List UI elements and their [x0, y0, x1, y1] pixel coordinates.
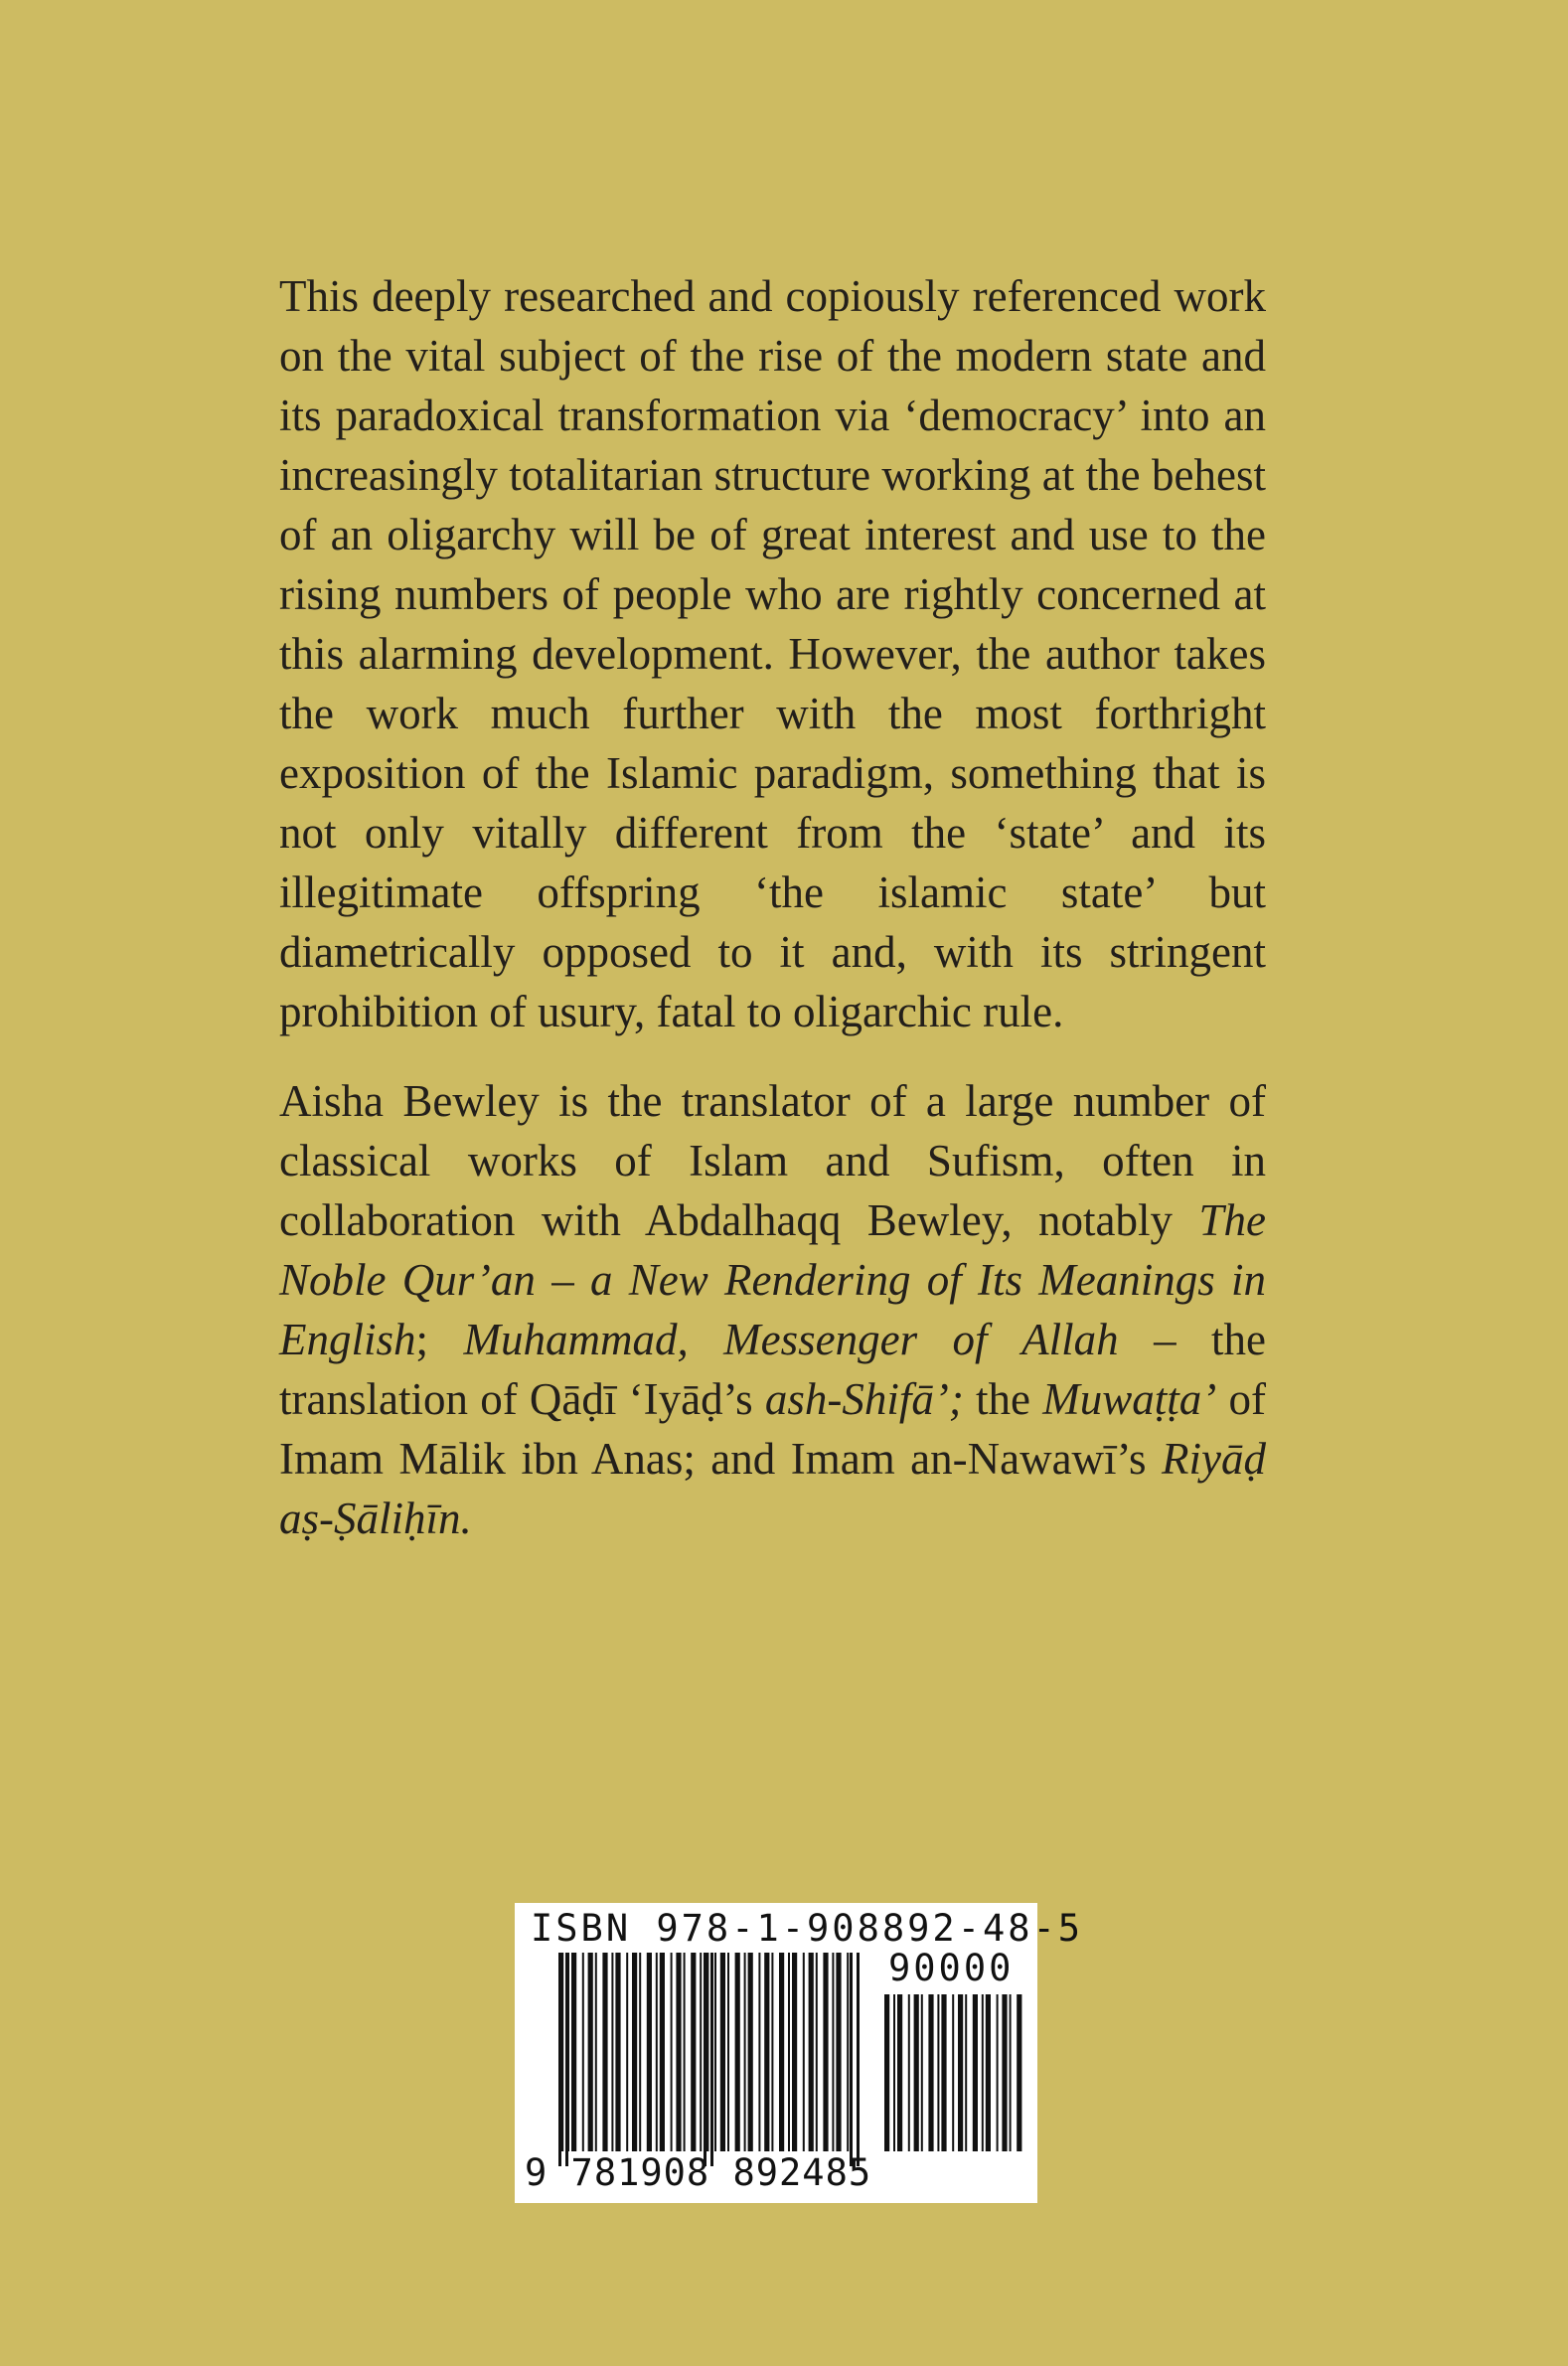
ean-bar-23 — [727, 1953, 729, 2151]
ean-bar-9 — [626, 1953, 628, 2151]
ean-bar-28 — [764, 1953, 769, 2151]
addon-bar-3 — [908, 1994, 910, 2151]
ean-bar-12 — [647, 1953, 652, 2151]
guard-bar-4 — [850, 1953, 853, 2166]
ean-bar-36 — [823, 1953, 828, 2151]
ean-bar-39 — [847, 1953, 849, 2151]
addon-bar-2 — [897, 1994, 902, 2151]
addon-bar-9 — [952, 1994, 954, 2151]
addon-bar-0 — [884, 1994, 889, 2151]
ean-bar-27 — [758, 1953, 760, 2151]
ean-bar-22 — [720, 1953, 725, 2151]
guard-bar-5 — [857, 1953, 860, 2166]
guard-bar-0 — [558, 1953, 561, 2166]
ean-bar-19 — [700, 1953, 702, 2151]
bio-text-shifa: – the translation of Qāḍī ‘Iyāḍ’s — [279, 1315, 1266, 1424]
ean-bar-4 — [588, 1953, 593, 2151]
ean-bar-30 — [779, 1953, 784, 2151]
bio-intro: Aisha Bewley is the translator of a large number of classical works of Islam and Sufism, often in collaboration with Abdalhaqq Bewley, notably — [279, 1076, 1266, 1245]
back-cover-blurb — [279, 266, 1266, 1548]
ean-bar-25 — [744, 1953, 746, 2151]
addon-bar-15 — [997, 1994, 999, 2151]
ean-bar-14 — [660, 1953, 665, 2151]
addon-bar-16 — [1002, 1994, 1007, 2151]
book-title-riyad: Riyāḍ aṣ-Ṣāliḥīn. — [279, 1434, 1266, 1543]
addon-bar-18 — [1017, 1994, 1021, 2151]
addon-bar-8 — [941, 1994, 946, 2151]
ean-bar-2 — [571, 1953, 576, 2151]
ean-bar-26 — [748, 1953, 753, 2151]
price-addon-digits: 90000 — [888, 1947, 1015, 1989]
ean-bar-33 — [803, 1953, 805, 2151]
book-title-muhammad: Muhammad, Messenger of Allah — [463, 1315, 1119, 1364]
addon-bar-5 — [921, 1994, 923, 2151]
guard-bar-2 — [704, 1953, 706, 2166]
addon-bar-14 — [986, 1994, 991, 2151]
author-bio-paragraph — [279, 1071, 1266, 1548]
description-paragraph: This deeply researched and copiously referenced work on the vital subject of the rise of the modern state and its paradoxical transformation via ‘democracy’ into an increasingly totalitarian structure working at the behest of an oligarchy will be of great interest and use to the rising numbers of people who are rightly concerned at this alarming development. However, the author takes the work much further with the most forthright exposition of the Islamic paradigm, something that is not only vitally different from the ‘state’ and its illegitimate offspring ‘the islamic state’ but diametrically opposed to it and, with its stringent prohibition of usury, fatal to oligarchic rule. — [279, 271, 1266, 1036]
ean-bar-34 — [809, 1953, 814, 2151]
book-title-muwatta: Muwaṭṭa’ — [1042, 1374, 1217, 1424]
ean-bar-5 — [595, 1953, 597, 2151]
guard-bar-1 — [565, 1953, 568, 2166]
ean-bar-15 — [671, 1953, 673, 2151]
ean-bar-6 — [602, 1953, 607, 2151]
ean-bar-35 — [816, 1953, 818, 2151]
ean-bar-38 — [836, 1953, 841, 2151]
book-title-noble-quran: The Noble Qur’an – a New Rendering of Its Meanings in English — [279, 1195, 1266, 1364]
ean-bar-13 — [656, 1953, 658, 2151]
bio-text-the: the — [963, 1374, 1043, 1424]
ean-bar-29 — [771, 1953, 773, 2151]
addon-bar-12 — [973, 1994, 978, 2151]
ean-bar-21 — [714, 1953, 716, 2151]
ean-bar-31 — [788, 1953, 790, 2151]
ean-bar-37 — [832, 1953, 834, 2151]
ean-bar-16 — [676, 1953, 681, 2151]
addon-bar-13 — [982, 1994, 984, 2151]
ean-bar-17 — [684, 1953, 686, 2151]
isbn-label: ISBN 978-1-908892-48-5 — [531, 1907, 1084, 1950]
ean-bar-32 — [792, 1953, 797, 2151]
bio-text-malik: of Imam Mālik ibn Anas; and Imam an-Nawawī’s — [279, 1374, 1266, 1484]
ean-bar-10 — [632, 1953, 637, 2151]
ean-bar-3 — [582, 1953, 584, 2151]
ean-digits: 9 781908 892485 — [525, 2151, 872, 2194]
addon-bar-11 — [965, 1994, 967, 2151]
guard-bar-3 — [710, 1953, 713, 2166]
addon-bar-6 — [928, 1994, 933, 2151]
addon-bar-7 — [937, 1994, 939, 2151]
ean-bar-11 — [639, 1953, 641, 2151]
addon-bar-4 — [914, 1994, 919, 2151]
addon-bar-17 — [1010, 1994, 1012, 2151]
ean-bar-8 — [615, 1953, 620, 2151]
ean-bar-18 — [691, 1953, 696, 2151]
addon-bar-1 — [893, 1994, 895, 2151]
ean-bar-7 — [611, 1953, 613, 2151]
isbn-barcode — [515, 1903, 1084, 2203]
bio-separator: ; — [415, 1315, 464, 1364]
book-title-shifa: ash-Shifā’; — [764, 1374, 964, 1424]
addon-bar-10 — [958, 1994, 963, 2151]
ean-bar-24 — [735, 1953, 740, 2151]
